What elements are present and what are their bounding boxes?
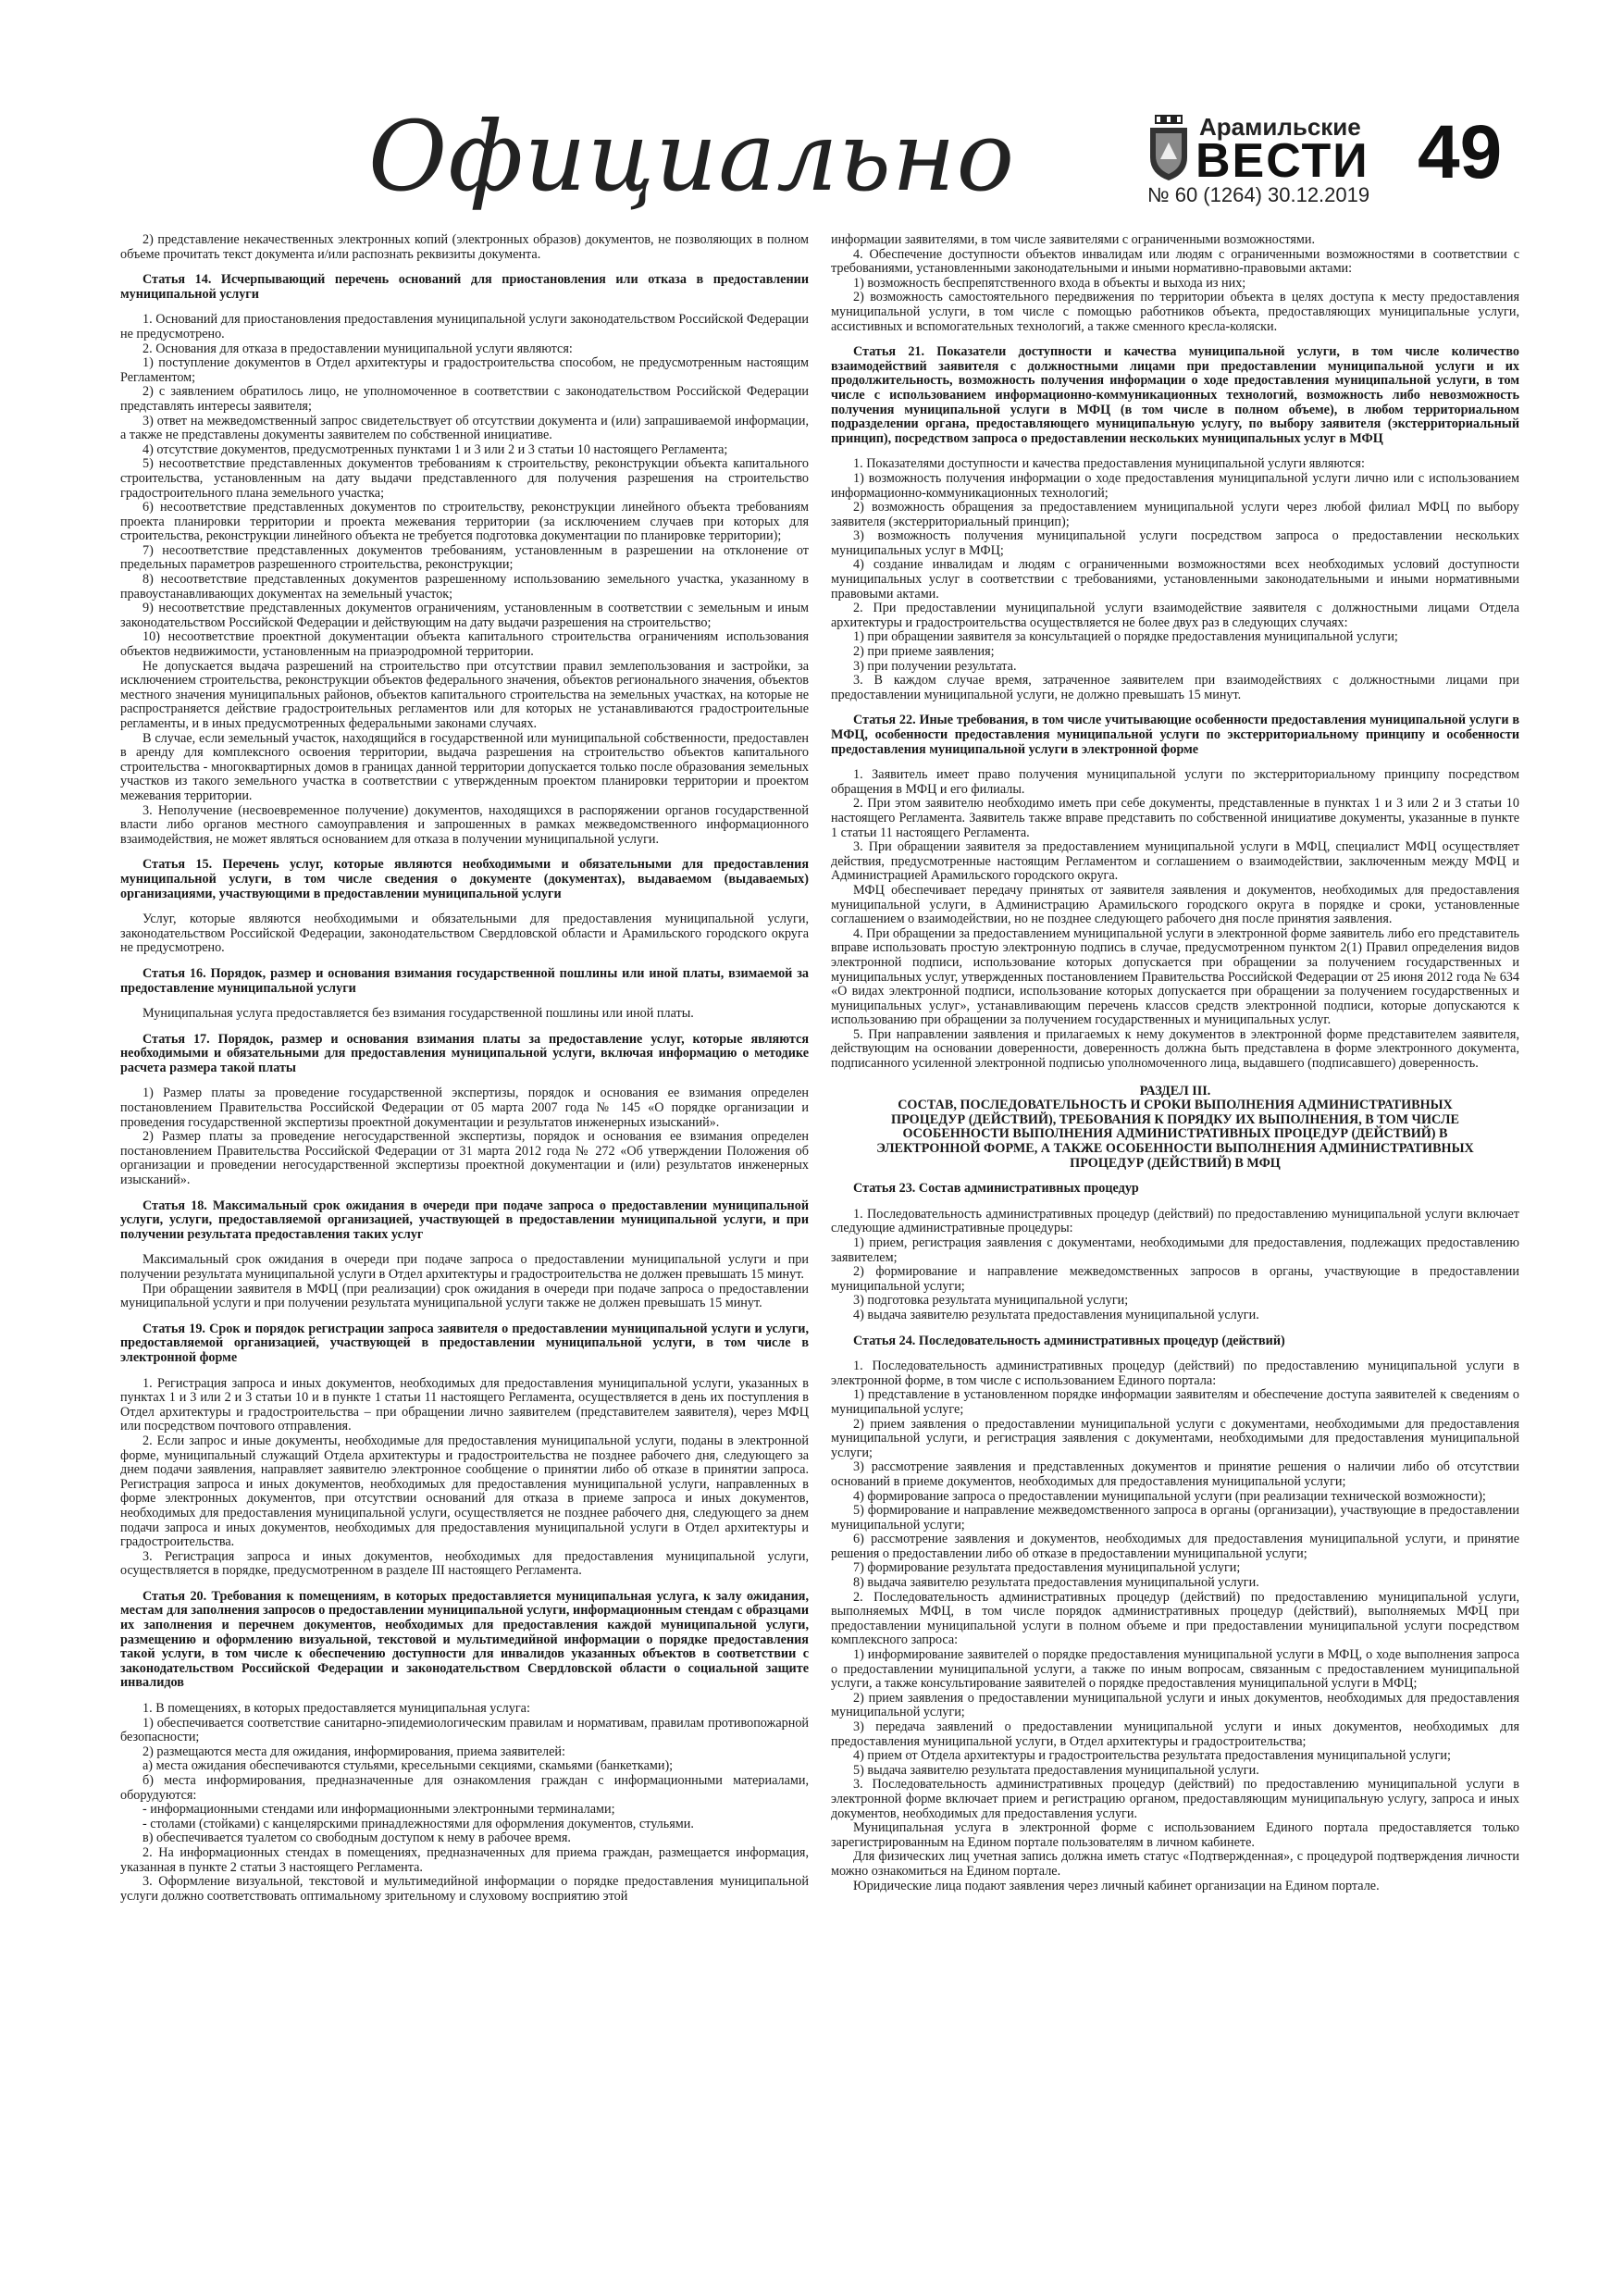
paragraph: МФЦ обеспечивает передачу принятых от заявителя заявления и документов, необходимых для предоставления муниципальной услуги, в Администрацию Арамильского городского округа в порядке и сроки, установленные соглашением о взаимодействии, но не позднее следующего рабочего дня после принятия заявления. <box>831 882 1519 927</box>
paragraph: 1. Последовательность административных процедур (действий) по предоставлению муниципальной услуги в электронной форме, в том числе с использованием Единого портала: <box>831 1359 1519 1388</box>
paragraph: 2. На информационных стендах в помещениях, предназначенных для приема граждан, размещается информация, указанная в пункте 2 статьи 3 настоящего Регламента. <box>120 1844 809 1875</box>
paragraph: 1. Оснований для приостановления предоставления муниципальной услуги законодательством Российской Федерации не предусмотрено. <box>120 312 809 341</box>
paragraph: 3) возможность получения муниципальной услуги посредством запроса о предоставлении нескольких муниципальных услуг в МФЦ; <box>831 528 1519 558</box>
paragraph: Муниципальная услуга предоставляется без взимания государственной пошлины или иной платы. <box>142 1006 694 1022</box>
paragraph: 3. При обращении заявителя за предоставлением муниципальной услуги в МФЦ, специалист МФЦ осуществляет действия, предусмотренные настоящим Регламентом и соглашением о взаимодействии, заключенным между МФЦ и Администрацией Арамильского городского округа. <box>831 839 1519 884</box>
paragraph: 2) при приеме заявления; <box>853 644 995 660</box>
paragraph: 1) Размер платы за проведение государственной экспертизы, порядок и основания ее взимания определен постановлением Правительства Российской Федерации от 05 марта 2007 года № 145 «О порядке организации и проведения государственной экспертизы проектной документации и результатов инженерных изысканий». <box>120 1086 809 1130</box>
paragraph: 1. Заявитель имеет право получения муниципальной услуги по экстерриториальному принципу посредством обращения в МФЦ и его филиалы. <box>831 767 1519 797</box>
paragraph: 2) возможность самостоятельного передвижения по территории объекта в целях доступа к месту предоставления муниципальной услуги, в том числе с помощью работников объекта, предоставляющих муниципальные услуги, ассистивных и вспомогательных технологий, а также сменного кресла-коляски. <box>831 290 1519 334</box>
paragraph: 2. При этом заявителю необходимо иметь при себе документы, представленные в пунктах 1 и 3 или 2 и 3 статьи 10 настоящего Регламента. Заявитель также вправе представить по собственной инициативе документы, указанные в пункте 1 статьи 11 настоящего Регламента. <box>831 796 1519 840</box>
paragraph: 2. При предоставлении муниципальной услуги взаимодействие заявителя с должностными лицами Отдела архитектуры и градостроительства осуществляется не более двух раз в следующих случаях: <box>831 601 1519 630</box>
paragraph: 1) информирование заявителей о порядке предоставления муниципальной услуги в МФЦ, о ходе выполнения запроса о предоставлении муниципальной услуги, а также по иным вопросам, связанным с предоставлением муниципальной услуги, а также консультирование заявителей о порядке предоставления муниципальной услуги в МФЦ; <box>831 1647 1519 1692</box>
article-heading: Статья 23. Состав административных процедур <box>853 1181 1139 1197</box>
paragraph: 7) формирование результата предоставления муниципальной услуги; <box>853 1560 1241 1576</box>
paragraph: 4) формирование запроса о предоставлении муниципальной услуги (при реализации технической возможности); <box>853 1488 1486 1504</box>
paragraph: 1. Показателями доступности и качества предоставления муниципальной услуги являются: <box>853 456 1365 472</box>
paragraph: 1) прием, регистрация заявления с документами, необходимыми для предоставления, подлежащих предоставлению заявителем; <box>831 1235 1519 1265</box>
paragraph: 1) обеспечивается соответствие санитарно-эпидемиологическим правилам и нормативам, правилам противопожарной безопасности; <box>120 1715 809 1745</box>
paragraph: а) места ожидания обеспечиваются стульями, кресельными секциями, скамьями (банкетками); <box>142 1758 674 1774</box>
paragraph: 1. В помещениях, в которых предоставляется муниципальная услуга: <box>142 1701 530 1717</box>
section-number: РАЗДЕЛ III. <box>1139 1083 1211 1098</box>
logo-top-text: Арамильские <box>1199 113 1361 141</box>
article-heading: Статья 18. Максимальный срок ожидания в очереди при подаче запроса о предоставлении муниципальной услуги, услуги, предоставляемой организацией, участвующей в предоставлении муниципальной услуги, и при получении результата предоставления таких услуг <box>120 1198 809 1242</box>
logo-main-text: ВЕСТИ <box>1196 134 1369 188</box>
paragraph: 1) при обращении заявителя за консультацией о порядке предоставления муниципальной услуги; <box>853 629 1398 645</box>
paragraph: б) места информирования, предназначенные для ознакомления граждан с информационными материалами, оборудуются: <box>120 1773 809 1803</box>
section-name: СОСТАВ, ПОСЛЕДОВАТЕЛЬНОСТЬ И СРОКИ ВЫПОЛНЕНИЯ АДМИНИСТРАТИВНЫХ ПРОЦЕДУР (ДЕЙСТВИЙ), ТРЕБОВАНИЯ К ПОРЯДКУ ИХ ВЫПОЛНЕНИЯ, В ТОМ ЧИСЛЕ ОСОБЕННОСТИ ВЫПОЛНЕНИЯ АДМИНИСТРАТИВНЫХ ПРОЦЕДУР (ДЕЙСТВИЙ) В ЭЛЕКТРОННОЙ ФОРМЕ, А ТАКЖЕ ОСОБЕННОСТИ ВЫПОЛНЕНИЯ АДМИНИСТРАТИВНЫХ ПРОЦЕДУР (ДЕЙСТВИЙ) В МФЦ <box>876 1098 1474 1171</box>
paragraph: 2) формирование и направление межведомственных запросов в органы, участвующие в предоставлении муниципальной услуги; <box>831 1264 1519 1294</box>
paragraph: 3) передача заявлений о предоставлении муниципальной услуги и иных документов, необходимых для предоставления муниципальной услуги, в Отдел архитектуры и градостроительства; <box>831 1719 1519 1749</box>
article-heading: Статья 14. Исчерпывающий перечень оснований для приостановления или отказа в предоставлении муниципальной услуги <box>120 272 809 302</box>
paragraph: 3. Неполучение (несвоевременное получение) документов, находящихся в распоряжении органов государственной власти либо органов местного самоуправления и запрошенных в рамках межведомственного информационного взаимодействия, не может являться основанием для отказа в получении муниципальной услуги. <box>120 802 809 847</box>
paragraph: В случае, если земельный участок, находящийся в государственной или муниципальной собственности, предоставлен в аренду для комплексного освоения территории, выдача разрешения на строительство объектов капитального строительства - многоквартирных домов в границах данной территории допускается только после образования земельных участков из такого земельного участка в соответствии с утвержденным проектом планировки территории и проектом межевания территории. <box>120 730 809 803</box>
paragraph: Юридические лица подают заявления через личный кабинет организации на Едином портале. <box>853 1878 1380 1893</box>
paragraph: 9) несоответствие представленных документов ограничениям, установленным в соответствии с земельным и иным законодательством Российской Федерации и действующим на дату выдачи разрешения на строительство; <box>120 601 809 630</box>
paragraph: 8) выдача заявителю результата предоставления муниципальной услуги. <box>853 1575 1259 1591</box>
paragraph: При обращении заявителя в МФЦ (при реализации) срок ожидания в очереди при подаче запроса о предоставлении муниципальной услуги и при получении результата муниципальной услуги также не должен превышать 15 минут. <box>120 1281 809 1311</box>
paragraph: 2) представление некачественных электронных копий (электронных образов) документов, не позволяющих в полном объеме прочитать текст документа и/или распознать реквизиты документа. <box>120 232 809 262</box>
paragraph: Муниципальная услуга в электронной форме с использованием Единого портала предоставляется только зарегистрированным на Едином портале пользователям в личном кабинете. <box>831 1820 1519 1850</box>
paragraph: 3. Последовательность административных процедур (действий) по предоставлению муниципальной услуги в электронной форме включает прием и регистрацию органом, предоставляющим муниципальную услугу, запроса и иных документов, необходимых для предоставления услуги. <box>831 1777 1519 1821</box>
page-header <box>0 0 1623 227</box>
article-heading: Статья 15. Перечень услуг, которые являются необходимыми и обязательными для предоставления муниципальной услуги, в том числе сведения о документе (документах), выдаваемом (выдаваемых) организациями, участвующими в предоставлении муниципальной услуги <box>120 857 809 901</box>
newspaper-logo <box>1147 113 1369 187</box>
paragraph: информации заявителями, в том числе заявителями с ограниченными возможностями. <box>831 232 1316 247</box>
paragraph: 4) выдача заявителю результата предоставления муниципальной услуги. <box>853 1307 1259 1322</box>
paragraph: 1) поступление документов в Отдел архитектуры и градостроительства способом, не предусмотренным настоящим Регламентом; <box>120 355 809 385</box>
paragraph: 8) несоответствие представленных документов разрешенному использованию земельного участка, указанному в правоустанавливающих документах на земельный участок; <box>120 572 809 602</box>
paragraph: 3) при получении результата. <box>853 658 1017 674</box>
paragraph: 6) рассмотрение заявления и документов, необходимых для предоставления муниципальной услуги, и принятие решения о предоставлении либо об отказе в предоставлении муниципальной услуги; <box>831 1532 1519 1561</box>
article-heading: Статья 20. Требования к помещениям, в которых предоставляется муниципальная услуга, к залу ожидания, местам для заполнения запросов о предоставлении муниципальной услуги, информационным стендам с образцами их заполнения и перечнем документов, необходимых для предоставления каждой муниципальной услуги, размещению и оформлению визуальной, текстовой и мультимедийной информации о порядке предоставления такой услуги, в том числе к обеспечению доступности для инвалидов указанных объектов в соответствии с законодательством Российской Федерации и законодательством Свердловской области о социальной защите инвалидов <box>120 1588 809 1691</box>
paragraph: 4. При обращении за предоставлением муниципальной услуги в электронной форме заявитель либо его представитель вправе использовать простую электронную подпись в случае, предусмотренном пунктом 2(1) Правил определения видов электронной подписи, использование которых допускается при обращении за получением государственных и муниципальных услуг, утвержденных постановлением Правительства Российской Федерации от 25 июня 2012 года № 634 «О видах электронной подписи, использование которых допускается при обращении за получением государственных и муниципальных услуг», устанавливающим перечень классов средств электронной подписи, которые допускаются к использованию при обращении за получением государственных и муниципальных услуг. <box>831 925 1519 1028</box>
paragraph: 10) несоответствие проектной документации объекта капитального строительства ограничениям использования объектов недвижимости, установленным на приаэродромной территории. <box>120 629 809 660</box>
paragraph: Максимальный срок ожидания в очереди при подаче запроса о предоставлении муниципальной услуги и при получении результата муниципальной услуги в Отдел архитектуры и градостроительства не должен превышать 15 минут. <box>120 1252 809 1282</box>
paragraph: 3. Регистрация запроса и иных документов, необходимых для предоставления муниципальной услуги, осуществляется в порядке, предусмотренном в разделе III настоящего Регламента. <box>120 1548 809 1579</box>
paragraph: 2) прием заявления о предоставлении муниципальной услуги и иных документов, необходимых для предоставления муниципальной услуги; <box>831 1690 1519 1720</box>
paragraph: Услуг, которые являются необходимыми и обязательными для предоставления муниципальной услуги, законодательством Российской Федерации, законодательством Свердловской области и Арамильского городского округа не предусмотрено. <box>120 912 809 956</box>
paragraph: 2) Размер платы за проведение негосударственной экспертизы, порядок и основания ее взимания определен постановлением Правительства Российской Федерации от 31 марта 2012 года № 272 «Об утверждении Положения об организации и проведении негосударственной экспертизы проектной документации и (или) результатов инженерных изысканий». <box>120 1129 809 1188</box>
paragraph: 2. Последовательность административных процедур (действий) по предоставлению муниципальной услуги, выполняемых МФЦ, в том числе порядок административных процедур (действий), выполняемых МФЦ при предоставлении муниципальной услуги в полном объеме и при предоставлении муниципальной услуги посредством комплексного запроса: <box>831 1589 1519 1648</box>
paragraph: 5. При направлении заявления и прилагаемых к нему документов в электронной форме представителем заявителя, действующим на основании доверенности, доверенность должна быть представлена в форме электронного документа, подписанного усиленной электронной подписью уполномоченного лица, выдавшего (подписавшего) доверенность. <box>831 1026 1519 1072</box>
paragraph: 2) размещаются места для ожидания, информирования, приема заявителей: <box>142 1744 565 1759</box>
paragraph: 4) прием от Отдела архитектуры и градостроительства результата предоставления муниципальной услуги; <box>853 1748 1451 1764</box>
paragraph: 5) несоответствие представленных документов требованиям к строительству, реконструкции объекта капитального строительства, установленным на дату выдачи представленного для получения разрешения на строительство градостроительного плана земельного участка; <box>120 456 809 501</box>
paragraph: 2) с заявлением обратилось лицо, не уполномоченное в соответствии с законодательством Российской Федерации представлять интересы заявителя; <box>120 384 809 414</box>
paragraph: 3) ответ на межведомственный запрос свидетельствует об отсутствии документа и (или) запрашиваемой информации, а также не представлены документы заявителем по собственной инициативе. <box>120 413 809 443</box>
paragraph: 3. В каждом случае время, затраченное заявителем при взаимодействиях с должностными лицами при предоставлении муниципальной услуги, не должно превышать 15 минут. <box>831 673 1519 702</box>
left-column <box>120 233 809 1904</box>
section-title: Официально <box>368 100 1016 213</box>
article-heading: Статья 19. Срок и порядок регистрации запроса заявителя о предоставлении муниципальной услуги и услуги, предоставляемой организацией, участвующей в предоставлении муниципальной услуги, в том числе в электронной форме <box>120 1321 809 1365</box>
article-heading: Статья 24. Последовательность административных процедур (действий) <box>853 1333 1285 1348</box>
paragraph: 4. Обеспечение доступности объектов инвалидам или людям с ограниченными возможностями в соответствии с требованиями, установленными законодательными и иными нормативно-правовыми актами: <box>831 246 1519 277</box>
paragraph: 2) возможность обращения за предоставлением муниципальной услуги через любой филиал МФЦ по выбору заявителя (экстерриториальный принцип); <box>831 500 1519 529</box>
section-heading <box>868 1085 1482 1172</box>
paragraph: Для физических лиц учетная запись должна иметь статус «Подтвержденная», с процедурой подтверждения личности можно ознакомиться на Едином портале. <box>831 1849 1519 1879</box>
paragraph: 1) возможность получения информации о ходе предоставления муниципальной услуги лично или с использованием информационно-коммуникационных технологий; <box>831 470 1519 501</box>
paragraph: 3) подготовка результата муниципальной услуги; <box>853 1293 1129 1309</box>
article-heading: Статья 16. Порядок, размер и основания взимания государственной пошлины или иной платы, взимаемой за предоставление муниципальной услуги <box>120 965 809 996</box>
paragraph: 5) выдача заявителю результата предоставления муниципальной услуги. <box>853 1762 1259 1778</box>
paragraph: 4) отсутствие документов, предусмотренных пунктами 1 и 3 или 2 и 3 статьи 10 настоящего Регламента; <box>142 441 728 457</box>
coat-of-arms-icon <box>1147 115 1190 181</box>
paragraph: 1) представление в установленном порядке информации заявителям и обеспечение доступа заявителей к сведениям о муниципальной услуге; <box>831 1387 1519 1417</box>
paragraph: 1. Регистрация запроса и иных документов, необходимых для предоставления муниципальной услуги, указанных в пунктах 1 и 3 или 2 и 3 статьи 10 и в пункте 1 статьи 11 настоящего Регламента, осуществляется в день их поступления в Отдел архитектуры и градостроительства – при обращении лично заявителем (представителем заявителя), через МФЦ или посредством почтового отправления. <box>120 1375 809 1434</box>
paragraph: 7) несоответствие представленных документов требованиям, установленным в разрешении на отклонение от предельных параметров разрешенного строительства, реконструкции; <box>120 542 809 573</box>
paragraph: Не допускается выдача разрешений на строительство при отсутствии правил землепользования и застройки, за исключением строительства, реконструкции объектов федерального значения, объектов регионального значения, объектов местного значения муниципальных районов, объектов капитального строительства на земельных участках, на которые не распространяется действие градостроительных регламентов или для которых не устанавливаются градостроительные регламенты, и в иных предусмотренных федеральными законами случаях. <box>120 658 809 731</box>
paragraph: 1) возможность беспрепятственного входа в объекты и выхода из них; <box>853 275 1246 291</box>
paragraph: 1. Последовательность административных процедур (действий) по предоставлению муниципальной услуги включает следующие административные процедуры: <box>831 1206 1519 1236</box>
right-column <box>831 233 1519 1893</box>
paragraph: - столами (стойками) с канцелярскими принадлежностями для оформления документов, стульями. <box>142 1816 694 1831</box>
article-heading: Статья 21. Показатели доступности и качества муниципальной услуги, в том числе количество взаимодействий заявителя с должностными лицами при предоставлении муниципальной услуги и их продолжительность, возможность получения информации о ходе предоставления муниципальной услуги, в том числе с использованием информационно-коммуникационных технологий, возможность либо невозможность получения муниципальной услуги в МФЦ (в том числе в полном объеме), в любом территориальном подразделении органа, предоставляющего муниципальную услугу, по выбору заявителя (экстерриториальный принцип), посредством запроса о предоставлении нескольких муниципальных услуг в МФЦ <box>831 344 1519 446</box>
issue-info: № 60 (1264) 30.12.2019 <box>1147 183 1370 206</box>
paragraph: 2. Основания для отказа в предоставлении муниципальной услуги являются: <box>142 341 573 356</box>
paragraph: 4) создание инвалидам и людям с ограниченными возможностями всех необходимых условий доступности муниципальных услуг в соответствии с требованиями, установленными законодательными и иными нормативными правовыми актами. <box>831 557 1519 602</box>
paragraph: 3. Оформление визуальной, текстовой и мультимедийной информации о порядке предоставления муниципальной услуги должно соответствовать оптимальному зрительному и слуховому восприятию этой <box>120 1874 809 1904</box>
article-heading: Статья 22. Иные требования, в том числе учитывающие особенности предоставления муниципальной услуги в МФЦ, особенности предоставления муниципальной услуги по экстерриториальному принципу и особенности предоставления муниципальной услуги в электронной форме <box>831 713 1519 757</box>
paragraph: 5) формирование и направление межведомственного запроса в органы (организации), участвующие в предоставлении муниципальной услуги; <box>831 1503 1519 1533</box>
article-heading: Статья 17. Порядок, размер и основания взимания платы за предоставление услуг, которые являются необходимыми и обязательными для предоставления муниципальной услуги, включая информацию о методике расчета размера такой платы <box>120 1031 809 1075</box>
paragraph: 2) прием заявления о предоставлении муниципальной услуги с документами, необходимыми для предоставления муниципальной услуги, и регистрация заявления с документами, необходимыми для предоставления муниципальной услуги; <box>831 1416 1519 1460</box>
paragraph: 2. Если запрос и иные документы, необходимые для предоставления муниципальной услуги, поданы в электронной форме, муниципальный служащий Отдела архитектуры и градостроительства не позднее рабочего дня, следующего за днем подачи заявления, направляет заявителю электронное сообщение о принятии либо об отказе в принятии запроса. Регистрация запроса и иных документов, необходимых для предоставления муниципальной услуги, направленных в форме электронных документов, при отсутствии оснований для отказа в приеме запроса и иных документов, необходимых для предоставления муниципальной услуги, осуществляется не позднее рабочего дня, следующего за днем подачи запроса и иных документов, необходимых для предоставления муниципальной услуги в Отдел архитектуры и градостроительства. <box>120 1433 809 1550</box>
paragraph: - информационными стендами или информационными электронными терминалами; <box>142 1802 615 1818</box>
paragraph: 3) рассмотрение заявления и представленных документов и принятие решения о наличии либо об отсутствии оснований в приеме документов, необходимых для предоставления муниципальной услуги; <box>831 1459 1519 1489</box>
paragraph: 6) несоответствие представленных документов по строительству, реконструкции линейного объекта требованиям проекта планировки территории и проекта межевания территории (за исключением случаев при которых для строительства, реконструкции линейного объекта не требуется подготовка документации по планировке территории); <box>120 500 809 544</box>
paragraph: в) обеспечивается туалетом со свободным доступом к нему в рабочее время. <box>142 1831 571 1846</box>
page-number: 49 <box>1418 110 1503 194</box>
